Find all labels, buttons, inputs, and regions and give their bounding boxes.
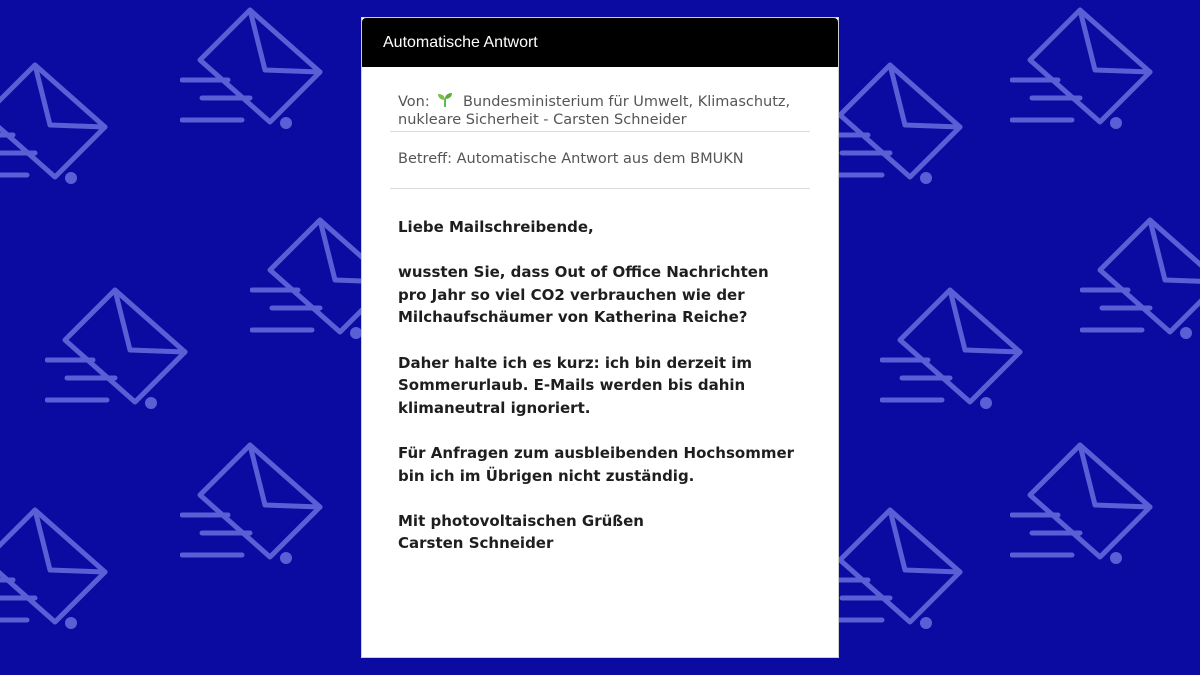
envelope-icon <box>45 280 195 420</box>
envelope-icon <box>820 500 970 640</box>
email-header <box>362 67 838 189</box>
envelope-icon <box>180 435 330 575</box>
body-paragraph-1: wussten Sie, dass Out of Office Nachrichten pro Jahr so viel CO2 verbrauchen wie der Milchaufschäumer von Katherina Reiche? <box>398 263 769 327</box>
body-paragraph-3: Für Anfragen zum ausbleibenden Hochsommer bin ich im Übrigen nicht zuständig. <box>398 443 795 485</box>
email-body <box>362 189 838 555</box>
envelope-icon <box>1010 435 1160 575</box>
from-sender[interactable]: Bundesministerium für Umwelt, Klimaschutz, nukleare Sicherheit - Carsten Schneider <box>398 94 791 128</box>
subject-label: Betreff: <box>398 151 452 167</box>
subject-text: Automatische Antwort aus dem BMUKN <box>456 151 744 167</box>
from-label: Von: <box>398 94 430 110</box>
body-greeting: Liebe Mailschreibende, <box>398 218 594 236</box>
envelope-icon <box>0 55 115 195</box>
envelope-icon <box>820 55 970 195</box>
sprout-icon <box>436 92 454 108</box>
subject-row <box>390 132 810 189</box>
envelope-icon <box>0 500 115 640</box>
envelope-icon <box>880 280 1030 420</box>
window-title: Automatische Antwort <box>383 33 538 51</box>
from-row <box>390 67 810 132</box>
envelope-icon <box>180 0 330 140</box>
body-paragraph-2: Daher halte ich es kurz: ich bin derzeit im Sommerurlaub. E-Mails werden bis dahin klimaneutral ignoriert. <box>398 353 753 417</box>
envelope-icon <box>1080 210 1200 350</box>
window-title-bar <box>362 18 838 67</box>
body-closing: Mit photovoltaischen Grüßen <box>398 511 644 530</box>
envelope-icon <box>1010 0 1160 140</box>
auto-reply-window <box>362 18 838 657</box>
body-signature: Carsten Schneider <box>398 534 554 553</box>
